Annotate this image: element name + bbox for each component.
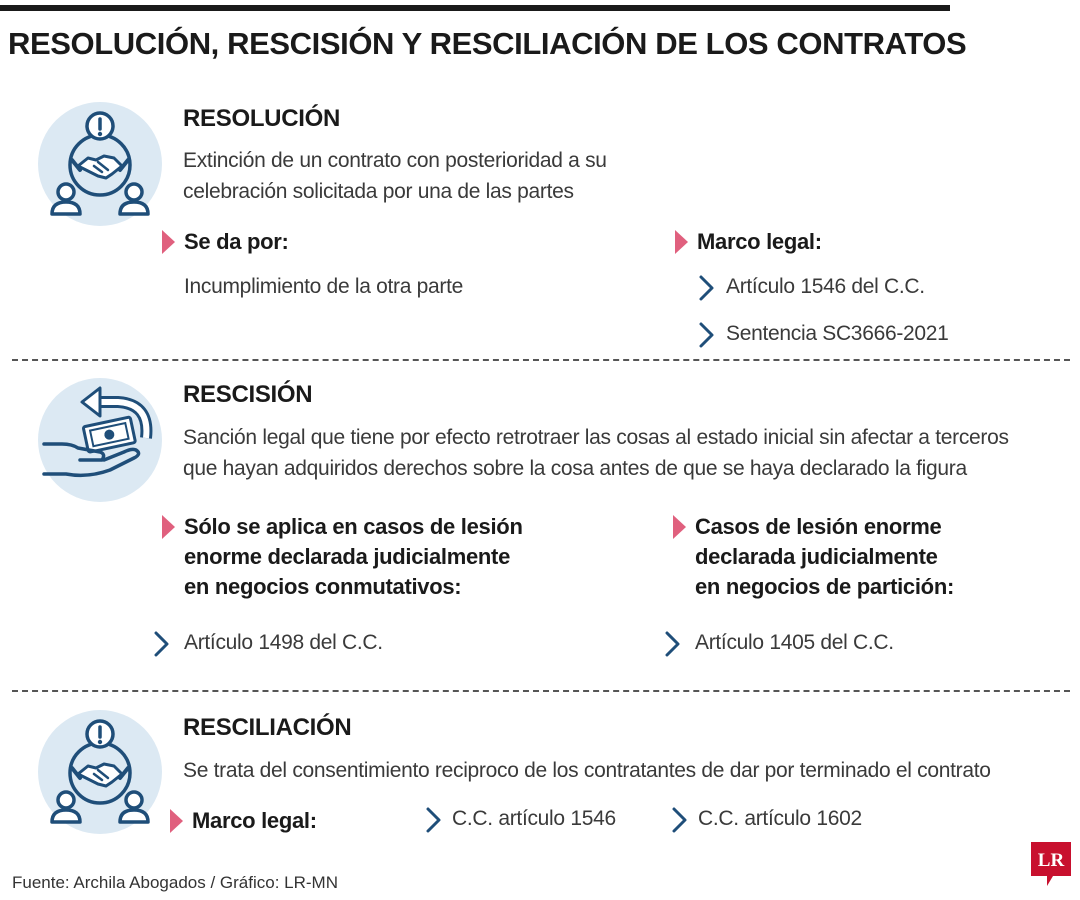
resciliacion-title: RESCILIACIÓN bbox=[183, 714, 352, 741]
resolucion-left-label: Se da por: bbox=[184, 229, 289, 254]
money-return-hand-icon bbox=[38, 378, 162, 502]
top-bar bbox=[0, 5, 950, 11]
rescision-description: Sanción legal que tiene por efecto retrotraer las cosas al estado inicial sin afectar a terceros que hayan adquiridos derechos sobre la cosa antes de que se haya declarado la figura bbox=[183, 426, 1009, 480]
resolucion-right-item: Sentencia SC3666-2021 bbox=[726, 322, 949, 345]
rescision-right-label: Casos de lesión enorme declarada judicialmente en negocios de partición: bbox=[695, 514, 954, 599]
rescision-title: RESCISIÓN bbox=[183, 381, 313, 408]
svg-text:LR: LR bbox=[1037, 850, 1065, 871]
chevron-right-icon bbox=[424, 806, 444, 834]
resciliacion-item: C.C. artículo 1546 bbox=[452, 807, 616, 830]
rescision-right-marker bbox=[673, 515, 686, 539]
resolucion-right-item: Artículo 1546 del C.C. bbox=[726, 275, 925, 298]
handshake-people-icon bbox=[38, 710, 162, 834]
chevron-right-icon bbox=[697, 274, 717, 302]
resolucion-right-marker bbox=[675, 230, 688, 254]
resolucion-title: RESOLUCIÓN bbox=[183, 105, 341, 132]
chevron-right-icon bbox=[152, 630, 172, 658]
rescision-left-marker bbox=[162, 515, 175, 539]
chevron-right-icon bbox=[697, 321, 717, 349]
page-title: RESOLUCIÓN, RESCISIÓN Y RESCILIACIÓN DE LOS CONTRATOS bbox=[8, 26, 967, 61]
rescision-left-label: Sólo se aplica en casos de lesión enorme declarada judicialmente en negocios conmutativos: bbox=[184, 514, 523, 599]
resolucion-description: Extinción de un contrato con posterioridad a su celebración solicitada por una de las partes bbox=[183, 149, 607, 203]
resolucion-right-label: Marco legal: bbox=[697, 229, 822, 254]
section-divider bbox=[12, 359, 1070, 361]
rescision-right-item: Artículo 1405 del C.C. bbox=[695, 631, 894, 654]
resciliacion-item: C.C. artículo 1602 bbox=[698, 807, 862, 830]
resciliacion-marker bbox=[170, 809, 183, 833]
resolucion-left-marker bbox=[162, 230, 175, 254]
lr-logo bbox=[1031, 842, 1071, 886]
resciliacion-description: Se trata del consentimiento reciproco de los contratantes de dar por terminado el contrato bbox=[183, 759, 991, 782]
resolucion-left-text: Incumplimiento de la otra parte bbox=[184, 275, 464, 298]
source-note: Fuente: Archila Abogados / Gráfico: LR-MN bbox=[12, 873, 338, 892]
rescision-left-item: Artículo 1498 del C.C. bbox=[184, 631, 383, 654]
chevron-right-icon bbox=[663, 630, 683, 658]
handshake-people-icon bbox=[38, 102, 162, 226]
resciliacion-label: Marco legal: bbox=[192, 808, 317, 833]
chevron-right-icon bbox=[670, 806, 690, 834]
section-divider bbox=[12, 690, 1070, 692]
